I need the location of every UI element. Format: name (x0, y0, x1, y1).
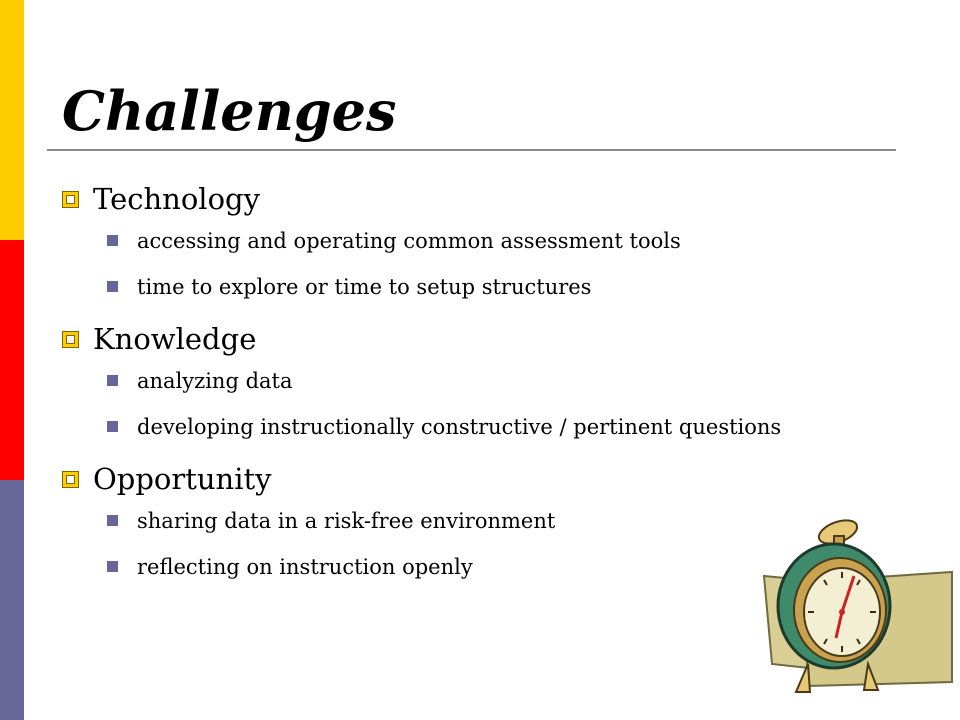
list-item-text: time to explore or time to setup structures (137, 275, 592, 299)
list-item-text: analyzing data (137, 369, 293, 393)
slide-title: Challenges (62, 79, 397, 143)
accent-bar-yellow (0, 0, 24, 240)
title-divider (47, 149, 896, 151)
square-bullet-icon (107, 515, 118, 526)
sub-bullet-list (62, 366, 892, 442)
list-item-text: reflecting on instruction openly (137, 555, 473, 579)
section-knowledge (62, 318, 892, 442)
bullet-heading: Technology (93, 182, 260, 216)
square-bullet-icon (107, 561, 118, 572)
list-item-text: developing instructionally constructive / pertinent questions (137, 415, 782, 439)
square-bullet-icon (107, 375, 118, 386)
bullet-level1 (62, 178, 892, 220)
accent-bar-blue (0, 480, 24, 720)
bullet-level1 (62, 318, 892, 360)
list-item (107, 272, 892, 302)
square-bullet-icon (107, 235, 118, 246)
square-bullet-icon (62, 331, 79, 348)
list-item-text: sharing data in a risk-free environment (137, 509, 556, 533)
section-technology (62, 178, 892, 302)
sub-bullet-list (62, 226, 892, 302)
list-item (107, 366, 892, 396)
bullet-level1 (62, 458, 892, 500)
square-bullet-icon (62, 471, 79, 488)
accent-bar-red (0, 240, 24, 480)
list-item (107, 412, 892, 442)
square-bullet-icon (62, 191, 79, 208)
square-bullet-icon (107, 281, 118, 292)
alarm-clock-icon (756, 514, 956, 714)
bullet-heading: Opportunity (93, 462, 272, 496)
list-item-text: accessing and operating common assessment tools (137, 229, 681, 253)
square-bullet-icon (107, 421, 118, 432)
bullet-heading: Knowledge (93, 322, 257, 356)
list-item (107, 226, 892, 256)
